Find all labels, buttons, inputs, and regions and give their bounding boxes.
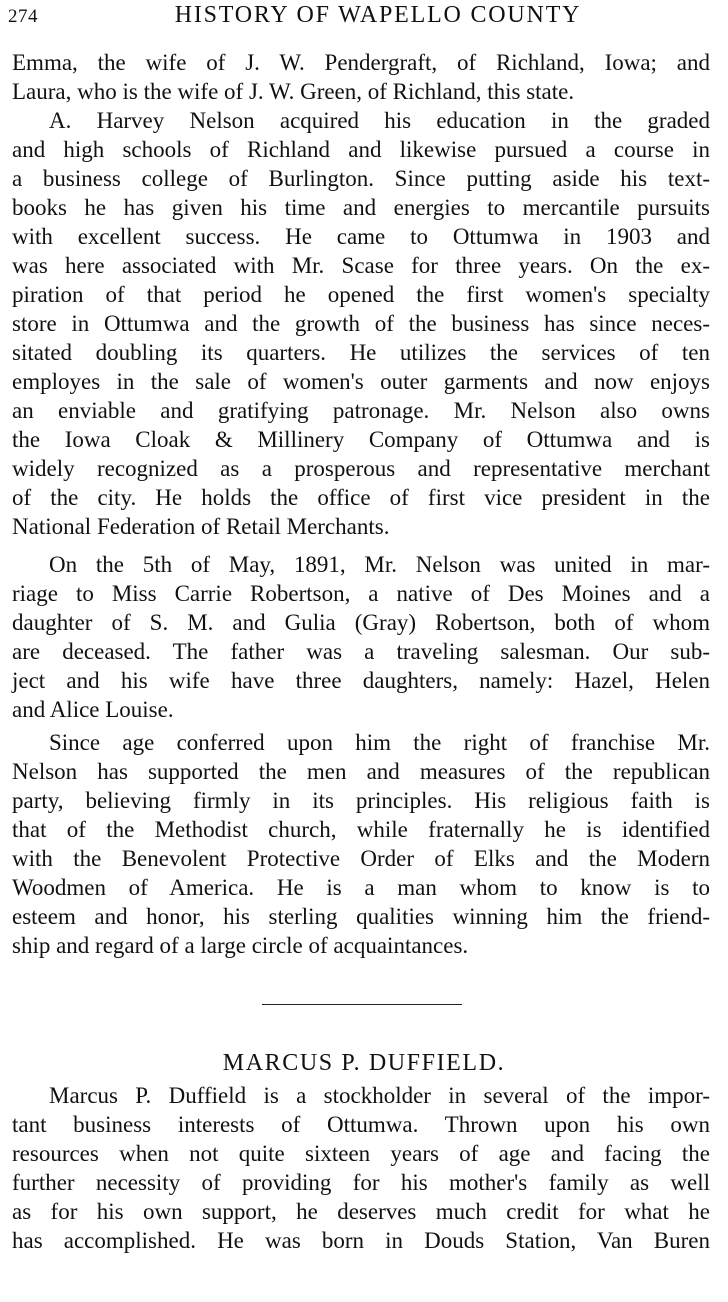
text-line: are deceased. The father was a traveling salesman. Our sub- — [12, 639, 710, 664]
text-line: Marcus P. Duffield is a stockholder in several of the impor- — [49, 1083, 710, 1108]
text-line: an enviable and gratifying patronage. Mr. Nelson also owns — [12, 398, 710, 423]
text-line: esteem and honor, his sterling qualities winning him the friend- — [12, 904, 710, 929]
text-line: sitated doubling its quarters. He utilizes the services of ten — [12, 340, 710, 365]
text-line: further necessity of providing for his mother's family as well — [12, 1170, 710, 1195]
text-line: piration of that period he opened the first women's specialty — [12, 282, 710, 307]
text-line: On the 5th of May, 1891, Mr. Nelson was united in mar- — [49, 552, 710, 577]
text-line: daughter of S. M. and Gulia (Gray) Robertson, both of whom — [12, 610, 710, 635]
text-line: was here associated with Mr. Scase for three years. On the ex- — [12, 253, 710, 278]
paragraph-marriage — [12, 550, 710, 724]
text-line: ject and his wife have three daughters, namely: Hazel, Helen — [12, 668, 710, 693]
text-line: resources when not quite sixteen years of age and facing the — [12, 1141, 710, 1166]
page-header — [8, 2, 720, 34]
paragraph-continuation — [12, 48, 710, 541]
text-line: of the city. He holds the office of first vice president in the — [12, 485, 710, 510]
text-line: A. Harvey Nelson acquired his education in the graded — [49, 108, 710, 133]
text-line: riage to Miss Carrie Robertson, a native of Des Moines and a — [12, 581, 710, 606]
text-line: has accomplished. He was born in Douds Station, Van Buren — [12, 1228, 710, 1253]
text-line: ship and regard of a large circle of acquaintances. — [12, 933, 469, 958]
text-line: and high schools of Richland and likewise pursued a course in — [12, 137, 710, 162]
text-line: Woodmen of America. He is a man whom to know is to — [12, 875, 710, 900]
section-title: MARCUS P. DUFFIELD. — [222, 1050, 506, 1076]
section-divider — [262, 1004, 462, 1005]
page-number: 274 — [8, 6, 38, 27]
text-line: Laura, who is the wife of J. W. Green, of Richland, this state. — [12, 79, 575, 104]
text-line: employes in the sale of women's outer garments and now enjoys — [12, 369, 710, 394]
running-title: HISTORY OF WAPELLO COUNTY — [174, 2, 582, 28]
text-line: Nelson has supported the men and measures of the republican — [12, 759, 710, 784]
text-line: the Iowa Cloak & Millinery Company of Ottumwa and is — [12, 427, 710, 452]
text-line: with the Benevolent Protective Order of Elks and the Modern — [12, 846, 710, 871]
text-line: books he has given his time and energies to mercantile pursuits — [12, 195, 710, 220]
text-line: National Federation of Retail Merchants. — [12, 514, 390, 539]
text-line: as for his own support, he deserves much credit for what he — [12, 1199, 710, 1224]
text-line: a business college of Burlington. Since putting aside his text- — [12, 166, 710, 191]
text-line: store in Ottumwa and the growth of the business has since neces- — [12, 311, 710, 336]
text-line: and Alice Louise. — [12, 697, 174, 722]
text-line: Emma, the wife of J. W. Pendergraft, of Richland, Iowa; and — [12, 50, 710, 75]
text-line: tant business interests of Ottumwa. Thrown upon his own — [12, 1112, 710, 1137]
text-line: party, believing firmly in its principles. His religious faith is — [12, 788, 710, 813]
text-line: widely recognized as a prosperous and representative merchant — [12, 456, 710, 481]
paragraph-duffield — [12, 1081, 710, 1255]
text-line: that of the Methodist church, while fraternally he is identified — [12, 817, 710, 842]
text-line: with excellent success. He came to Ottumwa in 1903 and — [12, 224, 710, 249]
paragraph-politics — [12, 728, 710, 960]
text-line: Since age conferred upon him the right of franchise Mr. — [49, 730, 710, 755]
